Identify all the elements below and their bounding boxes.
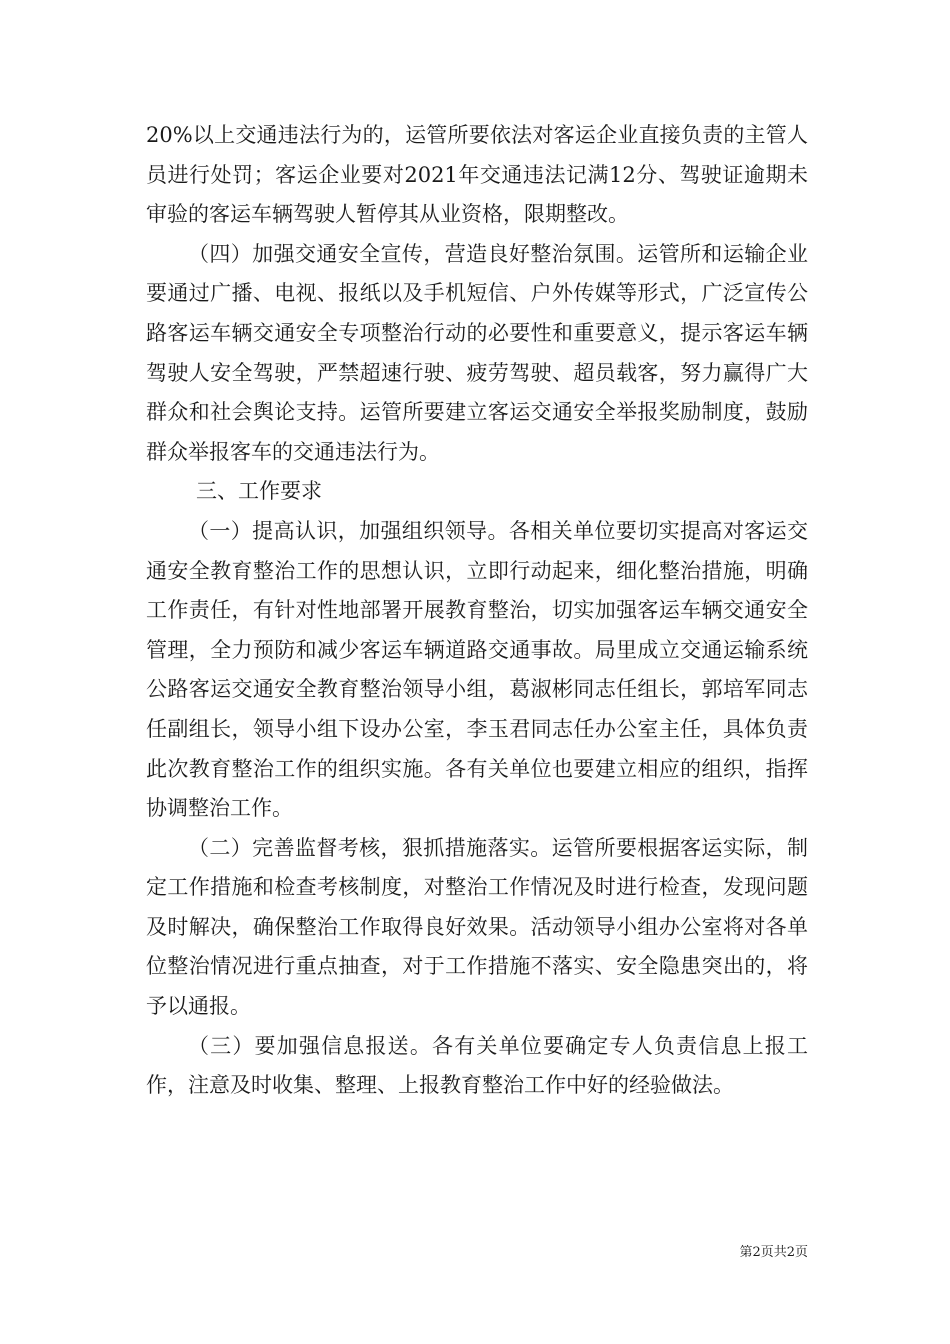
section-heading-work-requirements: 三、工作要求 [196, 479, 322, 504]
paragraph-organization: （一）提高认识，加强组织领导。各相关单位要切实提高对客运交通安全教育整治工作的思想认识，立即行动起来，细化整治措施，明确工作责任，有针对性地部署开展教育整治，切实加强客运车辆交通安全管理，全力预防和减少客运车辆道路交通事故。局里成立交通运输系统公路客运交通安全教育整治领导小组，葛淑彬同志任组长，郭培军同志任副组长，领导小组下设办公室，李玉君同志任办公室主任，具体负责此次教育整治工作的组织实施。各有关单位也要建立相应的组织，指挥协调整治工作。 [146, 518, 808, 821]
page-number-footer: 第2页共2页 [739, 1245, 808, 1260]
paragraph-publicity: （四）加强交通安全宣传，营造良好整治氛围。运管所和运输企业要通过广播、电视、报纸以及手机短信、户外传媒等形式，广泛宣传公路客运车辆交通安全专项整治行动的必要性和重要意义，提示客运车辆驾驶人安全驾驶，严禁超速行驶、疲劳驾驶、超员载客，努力赢得广大群众和社会舆论支持。运管所要建立客运交通安全举报奖励制度，鼓励群众举报客车的交通违法行为。 [146, 241, 808, 464]
paragraph-continuation: 20%以上交通违法行为的，运管所要依法对客运企业直接负责的主管人员进行处罚；客运企业要对2021年交通违法记满12分、驾驶证逾期未审验的客运车辆驾驶人暂停其从业资格，限期整改。 [146, 123, 808, 227]
paragraph-information-reporting: （三）要加强信息报送。各有关单位要确定专人负责信息上报工作，注意及时收集、整理、上报教育整治工作中好的经验做法。 [146, 1033, 808, 1098]
paragraph-supervision: （二）完善监督考核，狠抓措施落实。运管所要根据客运实际，制定工作措施和检查考核制度，对整治工作情况及时进行检查，发现问题及时解决，确保整治工作取得良好效果。活动领导小组办公室将对各单位整治情况进行重点抽查，对于工作措施不落实、安全隐患突出的，将予以通报。 [146, 835, 808, 1019]
document-body [146, 116, 808, 1106]
